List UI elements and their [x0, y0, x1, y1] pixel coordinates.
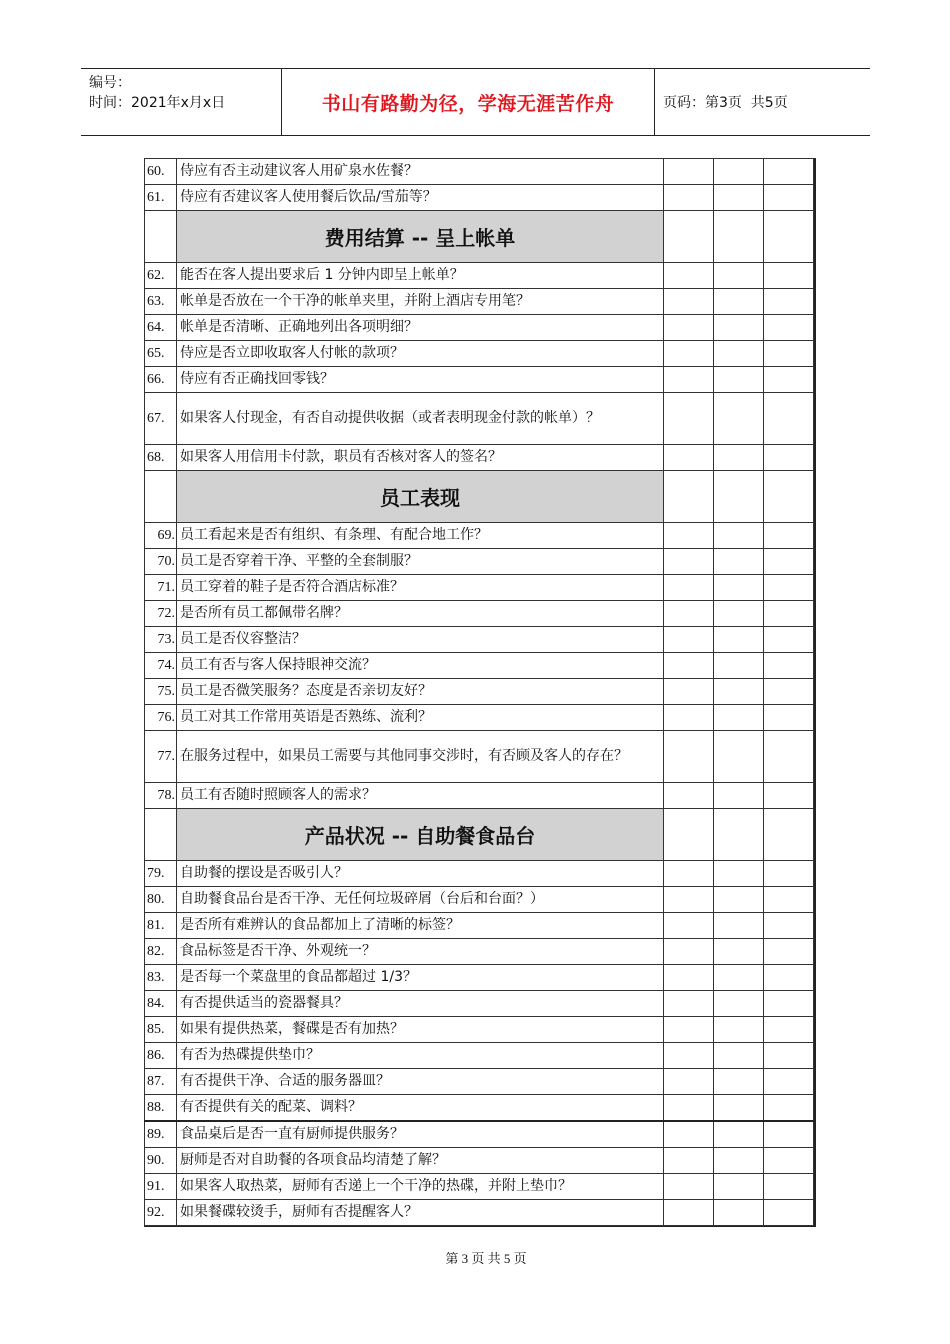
- item-number: 78.: [145, 783, 177, 809]
- checklist-row: [145, 1069, 814, 1095]
- header-page-label: 页码：第3页 共5页: [663, 95, 788, 111]
- check-cell-1[interactable]: [664, 263, 714, 289]
- question-text: 是否所有难辨认的食品都加上了清晰的标签？: [177, 913, 664, 939]
- check-cell-1[interactable]: [664, 1095, 714, 1122]
- item-number: 88.: [145, 1095, 177, 1122]
- item-number: 61.: [145, 185, 177, 211]
- check-cell-2[interactable]: [714, 523, 764, 549]
- check-cell-2[interactable]: [714, 731, 764, 783]
- item-number: 92.: [145, 1200, 177, 1226]
- section-title: 产品状况 -- 自助餐食品台: [177, 809, 664, 861]
- checklist-row: [145, 1148, 814, 1174]
- check-cell-2[interactable]: [714, 913, 764, 939]
- check-cell-3[interactable]: [764, 965, 814, 991]
- check-cell-1[interactable]: [664, 939, 714, 965]
- question-text: 员工有否随时照顾客人的需求？: [177, 783, 664, 809]
- checklist-row: [145, 1043, 814, 1069]
- item-number: 84.: [145, 991, 177, 1017]
- check-cell-1[interactable]: [664, 211, 714, 263]
- check-cell-2[interactable]: [714, 211, 764, 263]
- check-cell-3[interactable]: [764, 367, 814, 393]
- check-cell-2[interactable]: [714, 1043, 764, 1069]
- check-cell-2[interactable]: [714, 679, 764, 705]
- check-cell-1[interactable]: [664, 965, 714, 991]
- item-number: 67.: [145, 393, 177, 445]
- check-cell-3[interactable]: [764, 627, 814, 653]
- question-text: 侍应是否立即收取客人付帐的款项？: [177, 341, 664, 367]
- checklist-row: [145, 1200, 814, 1226]
- question-text: 如果客人取热菜，厨师有否递上一个干净的热碟，并附上垫巾？: [177, 1174, 664, 1200]
- document-time-label: 时间：2021年x月x日: [89, 95, 226, 111]
- question-text: 能否在客人提出要求后 1 分钟内即呈上帐单？: [177, 263, 664, 289]
- question-text: 有否提供适当的瓷器餐具？: [177, 991, 664, 1017]
- check-cell-3[interactable]: [764, 1200, 814, 1226]
- check-cell-3[interactable]: [764, 393, 814, 445]
- check-cell-3[interactable]: [764, 1069, 814, 1095]
- check-cell-3[interactable]: [764, 653, 814, 679]
- check-cell-1[interactable]: [664, 731, 714, 783]
- check-cell-1[interactable]: [664, 575, 714, 601]
- check-cell-2[interactable]: [714, 965, 764, 991]
- check-cell-2[interactable]: [714, 809, 764, 861]
- section-header-row: [145, 809, 814, 861]
- check-cell-2[interactable]: [714, 939, 764, 965]
- check-cell-2[interactable]: [714, 705, 764, 731]
- check-cell-1[interactable]: [664, 809, 714, 861]
- checklist-row: [145, 783, 814, 809]
- header-motto: 书山有路勤为径，学海无涯苦作舟: [282, 69, 655, 135]
- checklist-row: [145, 1121, 814, 1148]
- check-cell-2[interactable]: [714, 1069, 764, 1095]
- check-cell-1[interactable]: [664, 1121, 714, 1148]
- check-cell-3[interactable]: [764, 315, 814, 341]
- check-cell-3[interactable]: [764, 523, 814, 549]
- check-cell-2[interactable]: [714, 289, 764, 315]
- item-number: 81.: [145, 913, 177, 939]
- check-cell-3[interactable]: [764, 1121, 814, 1148]
- check-cell-2[interactable]: [714, 1174, 764, 1200]
- question-text: 食品标签是否干净、外观统一？: [177, 939, 664, 965]
- check-cell-2[interactable]: [714, 783, 764, 809]
- question-text: 侍应有否正确找回零钱？: [177, 367, 664, 393]
- check-cell-3[interactable]: [764, 705, 814, 731]
- check-cell-1[interactable]: [664, 1017, 714, 1043]
- question-text: 员工有否与客人保持眼神交流？: [177, 653, 664, 679]
- question-text: 员工是否仪容整洁？: [177, 627, 664, 653]
- checklist-row: [145, 1174, 814, 1200]
- check-cell-3[interactable]: [764, 1148, 814, 1174]
- checklist-row: [145, 965, 814, 991]
- check-cell-2[interactable]: [714, 341, 764, 367]
- question-text: 员工对其工作常用英语是否熟练、流利？: [177, 705, 664, 731]
- check-cell-2[interactable]: [714, 549, 764, 575]
- section-number-cell: [145, 471, 177, 523]
- item-number: 70.: [145, 549, 177, 575]
- check-cell-2[interactable]: [714, 627, 764, 653]
- check-cell-3[interactable]: [764, 185, 814, 211]
- check-cell-1[interactable]: [664, 445, 714, 471]
- check-cell-1[interactable]: [664, 393, 714, 445]
- item-number: 86.: [145, 1043, 177, 1069]
- section-header-row: [145, 211, 814, 263]
- check-cell-1[interactable]: [664, 991, 714, 1017]
- question-text: 厨师是否对自助餐的各项食品均清楚了解？: [177, 1148, 664, 1174]
- question-text: 如果餐碟较烫手，厨师有否提醒客人？: [177, 1200, 664, 1226]
- checklist-row: [145, 627, 814, 653]
- check-cell-2[interactable]: [714, 601, 764, 627]
- question-text: 如果有提供热菜，餐碟是否有加热？: [177, 1017, 664, 1043]
- item-number: 72.: [145, 601, 177, 627]
- check-cell-1[interactable]: [664, 1043, 714, 1069]
- question-text: 帐单是否清晰、正确地列出各项明细？: [177, 315, 664, 341]
- question-text: 员工穿着的鞋子是否符合酒店标准？: [177, 575, 664, 601]
- checklist-row: [145, 263, 814, 289]
- check-cell-2[interactable]: [714, 159, 764, 185]
- item-number: 75.: [145, 679, 177, 705]
- check-cell-1[interactable]: [664, 159, 714, 185]
- check-cell-3[interactable]: [764, 445, 814, 471]
- checklist-row: [145, 913, 814, 939]
- check-cell-2[interactable]: [714, 1121, 764, 1148]
- check-cell-2[interactable]: [714, 315, 764, 341]
- check-cell-2[interactable]: [714, 861, 764, 887]
- item-number: 71.: [145, 575, 177, 601]
- check-cell-2[interactable]: [714, 1017, 764, 1043]
- check-cell-2[interactable]: [714, 991, 764, 1017]
- check-cell-1[interactable]: [664, 315, 714, 341]
- check-cell-3[interactable]: [764, 887, 814, 913]
- checklist-row: [145, 679, 814, 705]
- check-cell-2[interactable]: [714, 393, 764, 445]
- check-cell-3[interactable]: [764, 991, 814, 1017]
- item-number: 66.: [145, 367, 177, 393]
- question-text: 如果客人用信用卡付款，职员有否核对客人的签名？: [177, 445, 664, 471]
- question-text: 员工是否微笑服务？态度是否亲切友好？: [177, 679, 664, 705]
- check-cell-3[interactable]: [764, 1043, 814, 1069]
- check-cell-1[interactable]: [664, 185, 714, 211]
- check-cell-1[interactable]: [664, 1148, 714, 1174]
- check-cell-3[interactable]: [764, 809, 814, 861]
- question-text: 是否所有员工都佩带名牌？: [177, 601, 664, 627]
- check-cell-1[interactable]: [664, 341, 714, 367]
- check-cell-2[interactable]: [714, 1200, 764, 1226]
- item-number: 79.: [145, 861, 177, 887]
- check-cell-1[interactable]: [664, 861, 714, 887]
- item-number: 76.: [145, 705, 177, 731]
- question-text: 员工是否穿着干净、平整的全套制服？: [177, 549, 664, 575]
- check-cell-3[interactable]: [764, 913, 814, 939]
- check-cell-3[interactable]: [764, 263, 814, 289]
- header-page-info: [655, 69, 870, 135]
- check-cell-1[interactable]: [664, 627, 714, 653]
- item-number: 68.: [145, 445, 177, 471]
- checklist-row: [145, 185, 814, 211]
- check-cell-1[interactable]: [664, 783, 714, 809]
- check-cell-2[interactable]: [714, 1148, 764, 1174]
- check-cell-3[interactable]: [764, 159, 814, 185]
- checklist-row: [145, 549, 814, 575]
- check-cell-1[interactable]: [664, 653, 714, 679]
- section-header-row: [145, 471, 814, 523]
- check-cell-1[interactable]: [664, 1069, 714, 1095]
- check-cell-1[interactable]: [664, 601, 714, 627]
- item-number: 87.: [145, 1069, 177, 1095]
- item-number: 64.: [145, 315, 177, 341]
- checklist-row: [145, 289, 814, 315]
- checklist-row: [145, 939, 814, 965]
- check-cell-1[interactable]: [664, 705, 714, 731]
- check-cell-3[interactable]: [764, 861, 814, 887]
- checklist-row: [145, 991, 814, 1017]
- check-cell-1[interactable]: [664, 887, 714, 913]
- checklist-row: [145, 653, 814, 679]
- section-title: 费用结算 -- 呈上帐单: [177, 211, 664, 263]
- question-text: 有否提供干净、合适的服务器皿？: [177, 1069, 664, 1095]
- question-text: 自助餐食品台是否干净、无任何垃圾碎屑（台后和台面？）: [177, 887, 664, 913]
- check-cell-3[interactable]: [764, 1174, 814, 1200]
- check-cell-2[interactable]: [714, 367, 764, 393]
- check-cell-1[interactable]: [664, 1200, 714, 1226]
- check-cell-1[interactable]: [664, 1174, 714, 1200]
- checklist-row: [145, 1017, 814, 1043]
- check-cell-2[interactable]: [714, 1095, 764, 1122]
- item-number: 62.: [145, 263, 177, 289]
- question-text: 侍应有否建议客人使用餐后饮品/雪茄等？: [177, 185, 664, 211]
- item-number: 73.: [145, 627, 177, 653]
- check-cell-2[interactable]: [714, 263, 764, 289]
- check-cell-2[interactable]: [714, 471, 764, 523]
- section-title: 员工表现: [177, 471, 664, 523]
- check-cell-2[interactable]: [714, 653, 764, 679]
- item-number: 85.: [145, 1017, 177, 1043]
- question-text: 侍应有否主动建议客人用矿泉水佐餐？: [177, 159, 664, 185]
- item-number: 90.: [145, 1148, 177, 1174]
- check-cell-3[interactable]: [764, 783, 814, 809]
- question-text: 自助餐的摆设是否吸引人？: [177, 861, 664, 887]
- question-text: 食品桌后是否一直有厨师提供服务？: [177, 1121, 664, 1148]
- check-cell-1[interactable]: [664, 367, 714, 393]
- check-cell-1[interactable]: [664, 913, 714, 939]
- checklist-row: [145, 341, 814, 367]
- check-cell-1[interactable]: [664, 549, 714, 575]
- check-cell-1[interactable]: [664, 289, 714, 315]
- checklist-row: [145, 601, 814, 627]
- item-number: 80.: [145, 887, 177, 913]
- document-header: [81, 68, 870, 136]
- check-cell-1[interactable]: [664, 679, 714, 705]
- checklist-row: [145, 861, 814, 887]
- question-text: 是否每一个菜盘里的食品都超过 1/3？: [177, 965, 664, 991]
- question-text: 如果客人付现金，有否自动提供收据（或者表明现金付款的帐单）？: [177, 393, 664, 445]
- check-cell-2[interactable]: [714, 185, 764, 211]
- item-number: 83.: [145, 965, 177, 991]
- section-number-cell: [145, 211, 177, 263]
- item-number: 74.: [145, 653, 177, 679]
- check-cell-3[interactable]: [764, 289, 814, 315]
- item-number: 60.: [145, 159, 177, 185]
- checklist-row: [145, 367, 814, 393]
- check-cell-2[interactable]: [714, 445, 764, 471]
- check-cell-3[interactable]: [764, 731, 814, 783]
- question-text: 有否为热碟提供垫巾？: [177, 1043, 664, 1069]
- check-cell-3[interactable]: [764, 471, 814, 523]
- checklist-row: [145, 445, 814, 471]
- check-cell-3[interactable]: [764, 679, 814, 705]
- checklist-row: [145, 159, 814, 185]
- checklist-row: [145, 731, 814, 783]
- item-number: 69.: [145, 523, 177, 549]
- check-cell-1[interactable]: [664, 523, 714, 549]
- item-number: 91.: [145, 1174, 177, 1200]
- check-cell-2[interactable]: [714, 887, 764, 913]
- checklist-table: [144, 158, 816, 1227]
- checklist-row: [145, 705, 814, 731]
- question-text: 员工看起来是否有组织、有条理、有配合地工作？: [177, 523, 664, 549]
- document-code-label: 编号：: [89, 75, 131, 91]
- section-number-cell: [145, 809, 177, 861]
- check-cell-2[interactable]: [714, 575, 764, 601]
- question-text: 在服务过程中，如果员工需要与其他同事交涉时，有否顾及客人的存在？: [177, 731, 664, 783]
- item-number: 82.: [145, 939, 177, 965]
- check-cell-3[interactable]: [764, 1095, 814, 1122]
- checklist-row: [145, 315, 814, 341]
- checklist-row: [145, 1095, 814, 1122]
- checklist-row: [145, 393, 814, 445]
- check-cell-3[interactable]: [764, 575, 814, 601]
- check-cell-3[interactable]: [764, 549, 814, 575]
- item-number: 89.: [145, 1121, 177, 1148]
- item-number: 77.: [145, 731, 177, 783]
- checklist-row: [145, 575, 814, 601]
- check-cell-1[interactable]: [664, 471, 714, 523]
- check-cell-3[interactable]: [764, 601, 814, 627]
- question-text: 帐单是否放在一个干净的帐单夹里，并附上酒店专用笔？: [177, 289, 664, 315]
- checklist-row: [145, 523, 814, 549]
- question-text: 有否提供有关的配菜、调料？: [177, 1095, 664, 1122]
- check-cell-3[interactable]: [764, 939, 814, 965]
- check-cell-3[interactable]: [764, 211, 814, 263]
- checklist-row: [145, 887, 814, 913]
- page-footer: 第 3 页 共 5 页: [445, 1251, 527, 1266]
- header-meta: [81, 69, 282, 135]
- item-number: 63.: [145, 289, 177, 315]
- check-cell-3[interactable]: [764, 1017, 814, 1043]
- item-number: 65.: [145, 341, 177, 367]
- check-cell-3[interactable]: [764, 341, 814, 367]
